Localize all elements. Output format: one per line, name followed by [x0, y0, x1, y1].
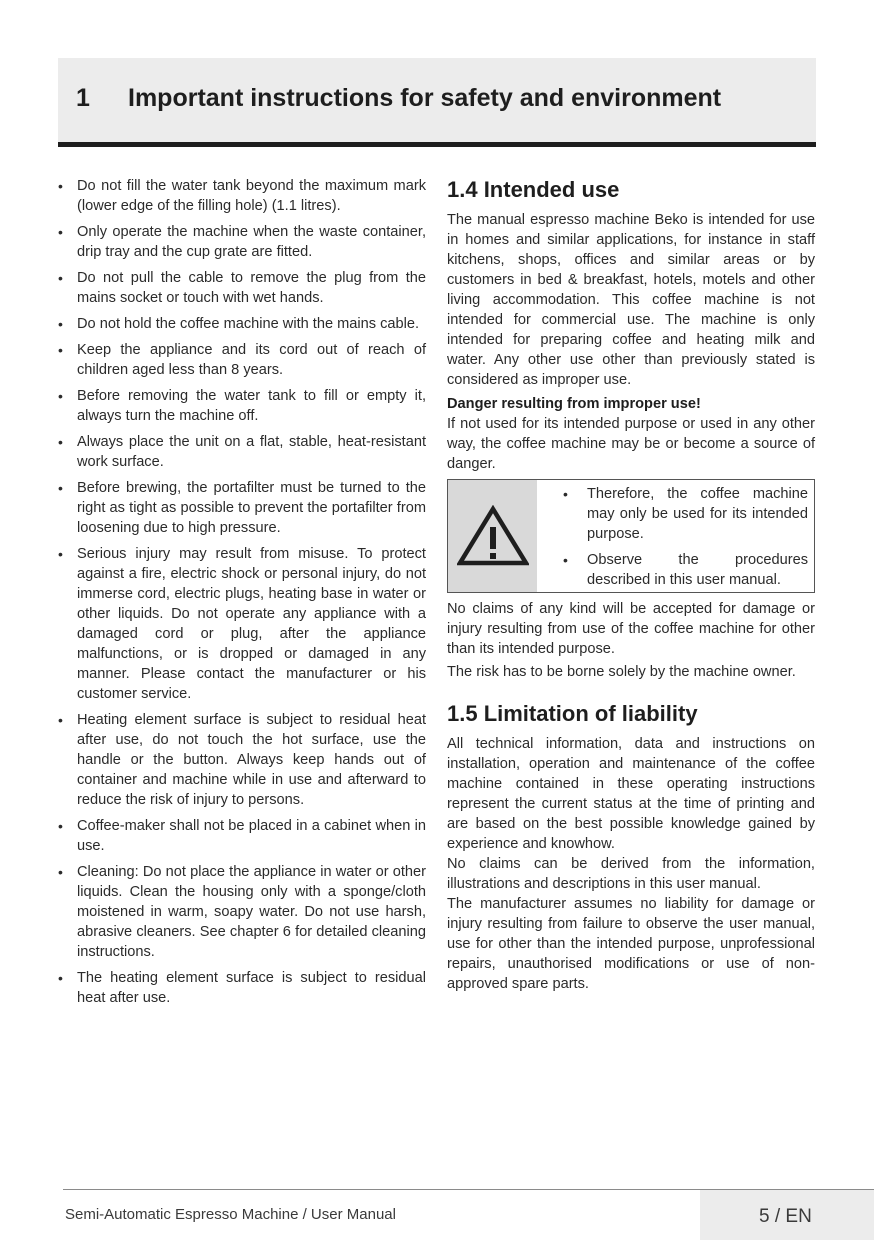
warning-icon-cell — [448, 480, 537, 592]
list-item: • Only operate the machine when the waste container, drip tray and the cup grate are fitted. — [58, 224, 426, 260]
list-item: • Serious injury may result from misuse. To protect against a fire, electric shock or personal injury, do not immerse cord, electric plugs, heating base in water or other liquids. Do not operate any appliance with a damaged cord or plug, after the appliance malfunctions, or is dropped or damaged in any manner. Please contact the manufacturer or his customer service. — [58, 546, 426, 702]
footer-title: Semi-Automatic Espresso Machine / User Manual — [65, 1206, 396, 1223]
warning-box — [447, 479, 815, 593]
intended-use-column — [447, 176, 815, 994]
bullet-icon: • — [563, 552, 568, 568]
bullet-icon: • — [58, 316, 63, 332]
intended-use-heading: 1.4 Intended use — [447, 177, 620, 202]
warning-triangle-icon — [457, 505, 529, 567]
liability-paragraph-2: No claims can be derived from the information, illustrations and descriptions in this user manual. — [447, 856, 815, 892]
list-item: • Heating element surface is subject to residual heat after use, do not touch the hot surface, use the handle or the button. Always keep hands out of container and machine while in use and afterward to reduce the risk of injury to persons. — [58, 712, 426, 808]
list-item: • Before removing the water tank to fill or empty it, always turn the machine off. — [58, 388, 426, 424]
danger-title: Danger resulting from improper use! — [447, 396, 701, 412]
list-item: • Therefore, the coffee machine may only be used for its intended purpose. — [563, 486, 808, 542]
danger-paragraph: If not used for its intended purpose or used in any other way, the coffee machine may be or become a source of danger. — [447, 416, 815, 472]
liability-paragraph-1: All technical information, data and instructions on installation, operation and maintenance of the coffee machine contained in these operating instructions represent the current status at the time of printing and are based on the best possible knowledge gained by experience and knowhow. — [447, 736, 815, 852]
bullet-icon: • — [58, 546, 63, 562]
bullet-icon: • — [58, 864, 63, 880]
list-item: • Cleaning: Do not place the appliance in water or other liquids. Clean the housing only with a sponge/cloth moistened in warm, soapy water. Do not use harsh, abrasive cleaners. See chapter 6 for detailed cleaning instructions. — [58, 864, 426, 960]
list-item: • Do not hold the coffee machine with the mains cable. — [58, 316, 420, 332]
bullet-icon: • — [58, 342, 63, 358]
list-item: • Coffee-maker shall not be placed in a cabinet when in use. — [58, 818, 426, 854]
claims-paragraph: No claims of any kind will be accepted for damage or injury resulting from use of the coffee machine for other than its intended purpose. — [447, 601, 815, 657]
page-number: 5 / EN — [759, 1206, 812, 1227]
list-item: • Do not pull the cable to remove the plug from the mains socket or touch with wet hands. — [58, 270, 426, 306]
list-item: • Observe the procedures described in this user manual. — [563, 552, 808, 588]
bullet-icon: • — [58, 224, 63, 240]
intended-use-paragraph: The manual espresso machine Beko is intended for use in homes and similar applications, for instance in staff kitchens, shops, offices and similar areas or by customers in bed & breakfast, hotels, motels and other living accommodation. This coffee machine is not intended for commercial use. The machine is only intended for preparing coffee and heating milk and water. Any other use other than previously stated is considered as improper use. — [447, 212, 815, 388]
list-item: • Always place the unit on a flat, stable, heat-resistant work surface. — [58, 434, 426, 470]
bullet-icon: • — [58, 970, 63, 986]
liability-paragraph-3: The manufacturer assumes no liability for damage or injury resulting from failure to observe the user manual, use for other than the intended purpose, unprofessional repairs, unauthorised modifications or use of non-approved spare parts. — [447, 896, 815, 992]
bullet-icon: • — [58, 480, 63, 496]
warning-list — [537, 480, 814, 592]
bullet-icon: • — [58, 270, 63, 286]
chapter-header — [58, 58, 816, 147]
liability-heading: 1.5 Limitation of liability — [447, 701, 698, 726]
bullet-icon: • — [58, 178, 63, 194]
risk-paragraph: The risk has to be borne solely by the machine owner. — [447, 664, 796, 680]
chapter-number: 1 — [76, 84, 90, 112]
list-item: • Do not fill the water tank beyond the maximum mark (lower edge of the filling hole) (1.1 litres). — [58, 178, 426, 214]
safety-bullet-list — [58, 176, 426, 1008]
safety-instructions-column — [58, 176, 426, 1014]
bullet-icon: • — [58, 388, 63, 404]
page-number-box — [700, 1190, 874, 1240]
bullet-icon: • — [58, 818, 63, 834]
bullet-icon: • — [58, 434, 63, 450]
bullet-icon: • — [58, 712, 63, 728]
list-item: • Before brewing, the portafilter must be turned to the right as tight as possible to prevent the portafilter from loosening due to high pressure. — [58, 480, 426, 536]
list-item: • The heating element surface is subject to residual heat after use. — [58, 970, 426, 1006]
bullet-icon: • — [563, 486, 568, 502]
list-item: • Keep the appliance and its cord out of reach of children aged less than 8 years. — [58, 342, 426, 378]
chapter-title: Important instructions for safety and environment — [128, 84, 722, 112]
